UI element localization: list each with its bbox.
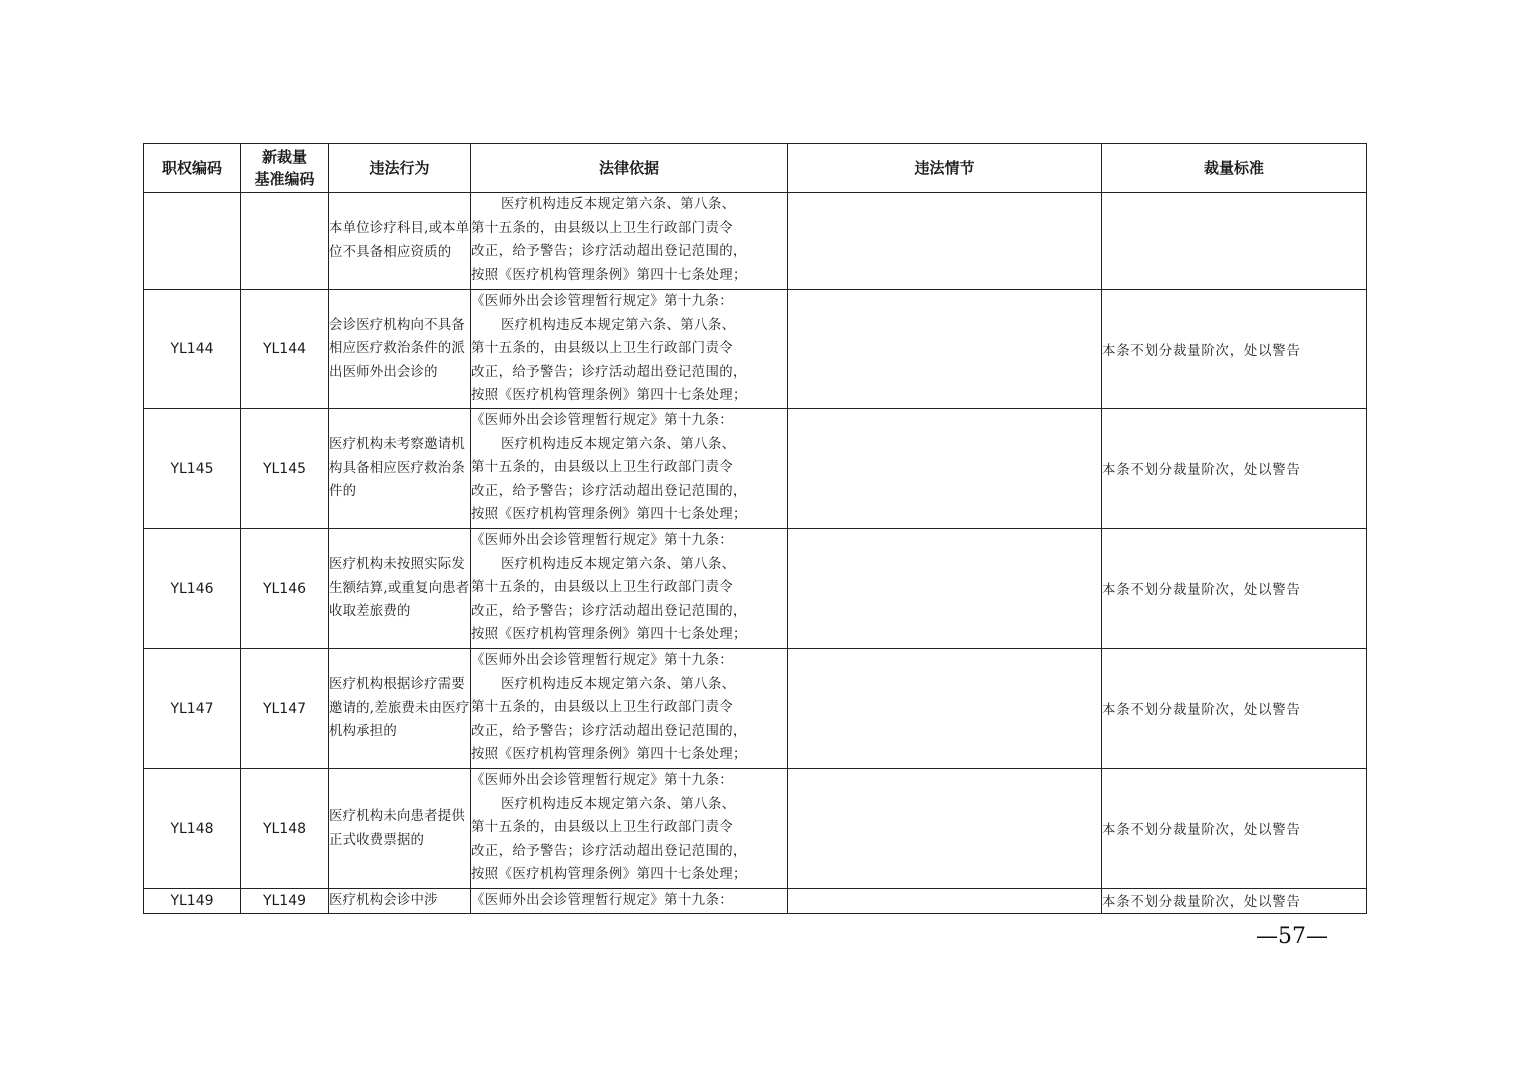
legal-basis-line: 改正，给予警告；诊疗活动超出登记范围的， (471, 364, 747, 380)
illegal-act-cell: 医疗机构未向患者提供正式收费票据的 (329, 769, 471, 889)
authority-code-cell: YL149 (144, 889, 241, 914)
legal-basis-line: 第十五条的，由县级以上卫生行政部门责令 (471, 580, 734, 596)
table-header-row (144, 144, 1367, 193)
legal-basis-line: 按照《医疗机构管理条例》第四十七条处理； (471, 867, 747, 883)
legal-basis-cell (471, 290, 788, 409)
legal-basis-line: 医疗机构违反本规定第六条、第八条、 (501, 317, 736, 333)
table-row (144, 769, 1367, 889)
authority-code-cell: YL147 (144, 649, 241, 769)
legal-basis-cell (471, 529, 788, 649)
discretion-standard-table (143, 143, 1367, 914)
legal-basis-line: 第十五条的，由县级以上卫生行政部门责令 (471, 700, 734, 716)
legal-basis-line: 按照《医疗机构管理条例》第四十七条处理； (471, 507, 747, 523)
legal-basis-line: 《医师外出会诊管理暂行规定》第十九条： (471, 893, 734, 908)
legal-basis-line: 改正，给予警告；诊疗活动超出登记范围的， (471, 843, 747, 859)
authority-code-cell: YL146 (144, 529, 241, 649)
standard-cell (1102, 193, 1367, 290)
legal-basis-line: 第十五条的，由县级以上卫生行政部门责令 (471, 220, 734, 236)
header-new-code (241, 144, 329, 193)
header-standard: 裁量标准 (1102, 144, 1367, 193)
header-legal-basis: 法律依据 (471, 144, 788, 193)
legal-basis-line: 《医师外出会诊管理暂行规定》第十九条： (471, 413, 734, 428)
new-code-cell: YL144 (241, 290, 329, 409)
authority-code-cell: YL144 (144, 290, 241, 409)
table-row (144, 409, 1367, 529)
legal-basis-line: 按照《医疗机构管理条例》第四十七条处理； (471, 627, 747, 643)
table-row (144, 649, 1367, 769)
table-row (144, 889, 1367, 914)
header-circumstance: 违法情节 (788, 144, 1102, 193)
new-code-cell: YL145 (241, 409, 329, 529)
legal-basis-cell (471, 889, 788, 914)
authority-code-cell: YL148 (144, 769, 241, 889)
header-new-code-line1: 新裁量 (261, 148, 307, 166)
illegal-act-cell: 医疗机构未按照实际发生额结算,或重复向患者收取差旅费的 (329, 529, 471, 649)
new-code-cell: YL149 (241, 889, 329, 914)
authority-code-cell: YL145 (144, 409, 241, 529)
table-row (144, 529, 1367, 649)
circumstance-cell (788, 649, 1102, 769)
legal-basis-cell (471, 769, 788, 889)
legal-basis-line: 第十五条的，由县级以上卫生行政部门责令 (471, 341, 734, 357)
legal-basis-line: 按照《医疗机构管理条例》第四十七条处理； (471, 388, 747, 404)
legal-basis-line: 医疗机构违反本规定第六条、第八条、 (501, 676, 736, 692)
legal-basis-line: 改正，给予警告；诊疗活动超出登记范围的， (471, 483, 747, 499)
illegal-act-cell: 本单位诊疗科目,或本单位不具备相应资质的 (329, 193, 471, 290)
legal-basis-line: 《医师外出会诊管理暂行规定》第十九条： (471, 294, 734, 309)
legal-basis-line: 医疗机构违反本规定第六条、第八条、 (501, 436, 736, 452)
legal-basis-line: 第十五条的，由县级以上卫生行政部门责令 (471, 820, 734, 836)
new-code-cell: YL148 (241, 769, 329, 889)
table-row (144, 290, 1367, 409)
standard-cell: 本条不划分裁量阶次，处以警告 (1102, 529, 1367, 649)
legal-basis-cell (471, 649, 788, 769)
table-body (144, 193, 1367, 914)
legal-basis-line: 按照《医疗机构管理条例》第四十七条处理； (471, 747, 747, 763)
circumstance-cell (788, 193, 1102, 290)
page-number: —57— (1256, 924, 1328, 949)
circumstance-cell (788, 529, 1102, 649)
legal-basis-cell (471, 193, 788, 290)
legal-basis-line: 医疗机构违反本规定第六条、第八条、 (501, 556, 736, 572)
legal-basis-line: 医疗机构违反本规定第六条、第八条、 (501, 796, 736, 812)
circumstance-cell (788, 409, 1102, 529)
illegal-act-cell: 医疗机构会诊中涉 (329, 889, 471, 914)
legal-basis-line: 《医师外出会诊管理暂行规定》第十九条： (471, 533, 734, 548)
new-code-cell (241, 193, 329, 290)
header-authority-code: 职权编码 (144, 144, 241, 193)
table-row (144, 193, 1367, 290)
standard-cell: 本条不划分裁量阶次，处以警告 (1102, 889, 1367, 914)
standard-cell: 本条不划分裁量阶次，处以警告 (1102, 769, 1367, 889)
legal-basis-line: 第十五条的，由县级以上卫生行政部门责令 (471, 460, 734, 476)
illegal-act-cell: 医疗机构未考察邀请机构具备相应医疗救治条件的 (329, 409, 471, 529)
legal-basis-line: 改正，给予警告；诊疗活动超出登记范围的， (471, 603, 747, 619)
legal-basis-line: 按照《医疗机构管理条例》第四十七条处理； (471, 267, 747, 283)
circumstance-cell (788, 290, 1102, 409)
standard-cell: 本条不划分裁量阶次，处以警告 (1102, 649, 1367, 769)
new-code-cell: YL147 (241, 649, 329, 769)
legal-basis-line: 《医师外出会诊管理暂行规定》第十九条： (471, 653, 734, 668)
legal-basis-line: 医疗机构违反本规定第六条、第八条、 (501, 197, 736, 212)
legal-basis-line: 改正，给予警告；诊疗活动超出登记范围的， (471, 723, 747, 739)
legal-basis-line: 《医师外出会诊管理暂行规定》第十九条： (471, 773, 734, 788)
illegal-act-cell: 会诊医疗机构向不具备相应医疗救治条件的派出医师外出会诊的 (329, 290, 471, 409)
circumstance-cell (788, 769, 1102, 889)
standard-cell: 本条不划分裁量阶次，处以警告 (1102, 409, 1367, 529)
legal-basis-cell (471, 409, 788, 529)
standard-cell: 本条不划分裁量阶次，处以警告 (1102, 290, 1367, 409)
legal-basis-line: 改正，给予警告；诊疗活动超出登记范围的， (471, 244, 747, 260)
illegal-act-cell: 医疗机构根据诊疗需要邀请的,差旅费未由医疗机构承担的 (329, 649, 471, 769)
header-new-code-line2: 基准编码 (254, 170, 315, 188)
circumstance-cell (788, 889, 1102, 914)
new-code-cell: YL146 (241, 529, 329, 649)
header-illegal-act: 违法行为 (329, 144, 471, 193)
authority-code-cell (144, 193, 241, 290)
